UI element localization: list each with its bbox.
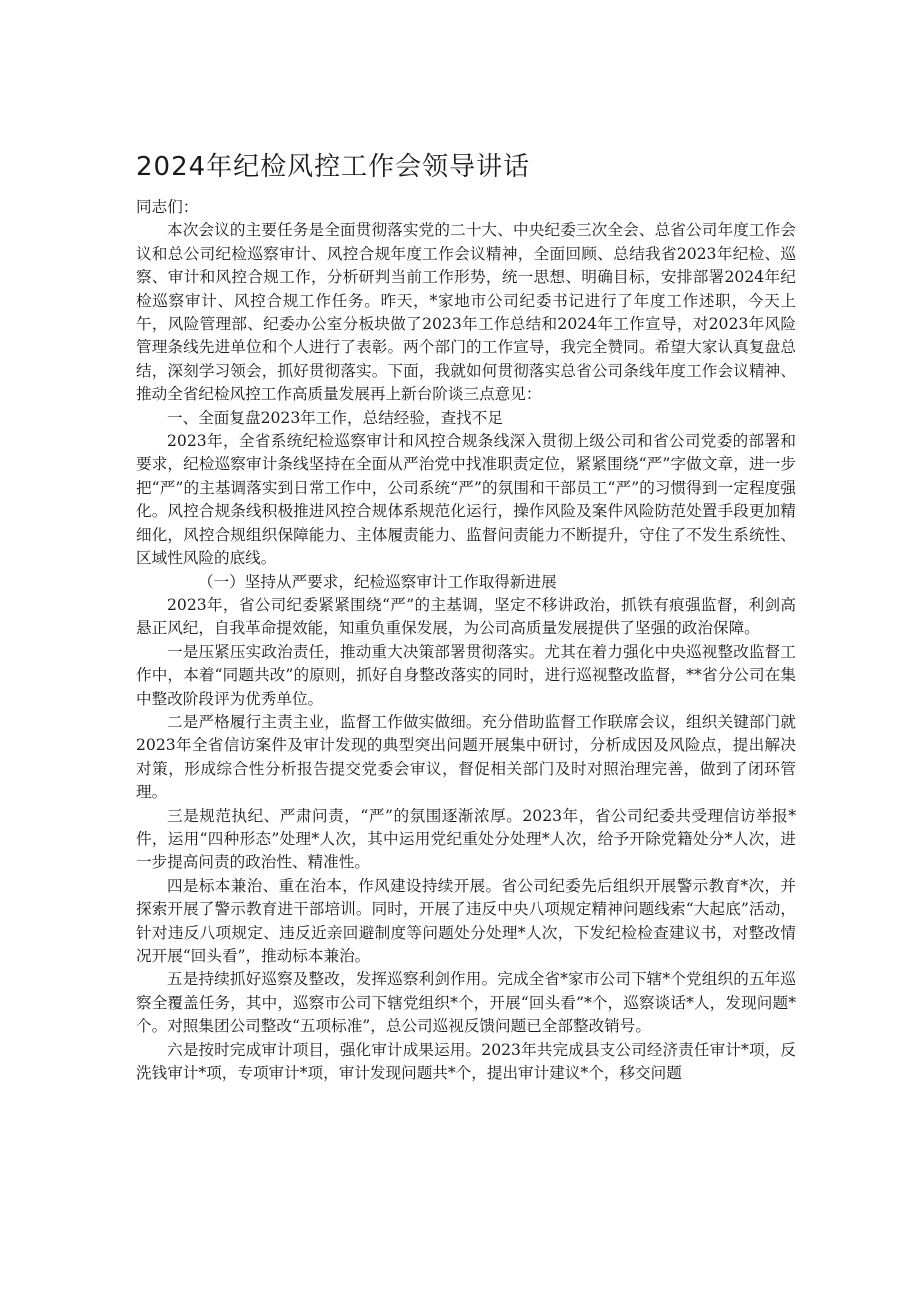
salutation: 同志们： — [136, 198, 199, 216]
paragraph: 六是按时完成审计项目，强化审计成果运用。2023年共完成县支公司经济责任审计*项，反洗钱审计*项，专项审计*项，审计发现问题共*个，提出审计建议*个，移交问题 — [136, 1040, 796, 1083]
paragraph: 本次会议的主要任务是全面贯彻落实党的二十大、中央纪委三次全会、总省公司年度工作会议和总公司纪检巡察审计、风控合规年度工作会议精神，全面回顾、总结我省2023年纪检、巡察、审计和风控合规工作，分析研判当前工作形势，统一思想、明确目标，安排部署2024年纪检巡察审计、风控合规工作任务。昨天，*家地市公司纪委书记进行了年度工作述职，今天上午，风险管理部、纪委办公室分板块做了2023年工作总结和2024年工作宣导，对2023年风险管理条线先进单位和个人进行了表彰。两个部门的工作宣导，我完全赞同。希望大家认真复盘总结，深刻学习领会，抓好贯彻落实。下面，我就如何贯彻落实总省公司条线年度工作会议精神、推动全省纪检风控工作高质量发展再上新台阶谈三点意见： — [136, 221, 796, 404]
paragraph: 四是标本兼治、重在治本，作风建设持续开展。省公司纪委先后组织开展警示教育*次，并探索开展了警示教育进干部培训。同时，开展了违反中央八项规定精神问题线索“大起底”活动，针对违反八项规定、违反近亲回避制度等问题处分处理*人次，下发纪检检查建议书，对整改情况开展“回头看”，推动标本兼治。 — [136, 876, 796, 965]
document-body — [136, 196, 796, 1085]
paragraph: 三是规范执纪、严肃问责，“严”的氛围逐渐浓厚。2023年，省公司纪委共受理信访举报*件，运用“四种形态”处理*人次，其中运用党纪重处分处理*人次，给予开除党籍处分*人次，进一步提高问责的政治性、精准性。 — [136, 806, 796, 872]
document-title: 2024年纪检风控工作会领导讲话 — [136, 152, 531, 182]
paragraph: 二是严格履行主责主业，监督工作做实做细。充分借助监督工作联席会议，组织关键部门就2023年全省信访案件及审计发现的典型突出问题开展集中研讨，分析成因及风险点，提出解决对策，形成综合性分析报告提交党委会审议，督促相关部门及时对照治理完善，做到了闭环管理。 — [136, 712, 796, 802]
subsection-heading: （一）坚持从严要求，纪检巡察审计工作取得新进展 — [198, 572, 557, 591]
paragraph: 五是持续抓好巡察及整改，发挥巡察利剑作用。完成全省*家市公司下辖*个党组织的五年巡察全覆盖任务，其中，巡察市公司下辖党组织*个，开展“回头看”*个，巡察谈话*人，发现问题*个。对照集团公司整改“五项标准”，总公司巡视反馈问题已全部整改销号。 — [136, 970, 796, 1036]
paragraph: 2023年，省公司纪委紧紧围绕“严”的主基调，坚定不移讲政治，抓铁有痕强监督，利剑高悬正风纪，自我革命提效能，知重负重保发展，为公司高质量发展提供了坚强的政治保障。 — [136, 595, 796, 638]
section-heading: 一、全面复盘2023年工作，总结经验，查找不足 — [167, 408, 503, 427]
paragraph: 一是压紧压实政治责任，推动重大决策部署贯彻落实。尤其在着力强化中央巡视整改监督工作中，本着“同题共改”的原则，抓好自身整改落实的同时，进行巡视整改监督，**省分公司在集中整改阶段评为优秀单位。 — [136, 642, 796, 708]
paragraph: 2023年，全省系统纪检巡察审计和风控合规条线深入贯彻上级公司和省公司党委的部署和要求，纪检巡察审计条线坚持在全面从严治党中找准职责定位，紧紧围绕“严”字做文章，进一步把“严”的主基调落实到日常工作中，公司系统“严”的氛围和干部员工“严”的习惯得到一定程度强化。风控合规条线积极推进风控合规体系规范化运行，操作风险及案件风险防范处置手段更加精细化，风控合规组织保障能力、主体履责能力、监督问责能力不断提升，守住了不发生系统性、区域性风险的底线。 — [136, 432, 796, 568]
